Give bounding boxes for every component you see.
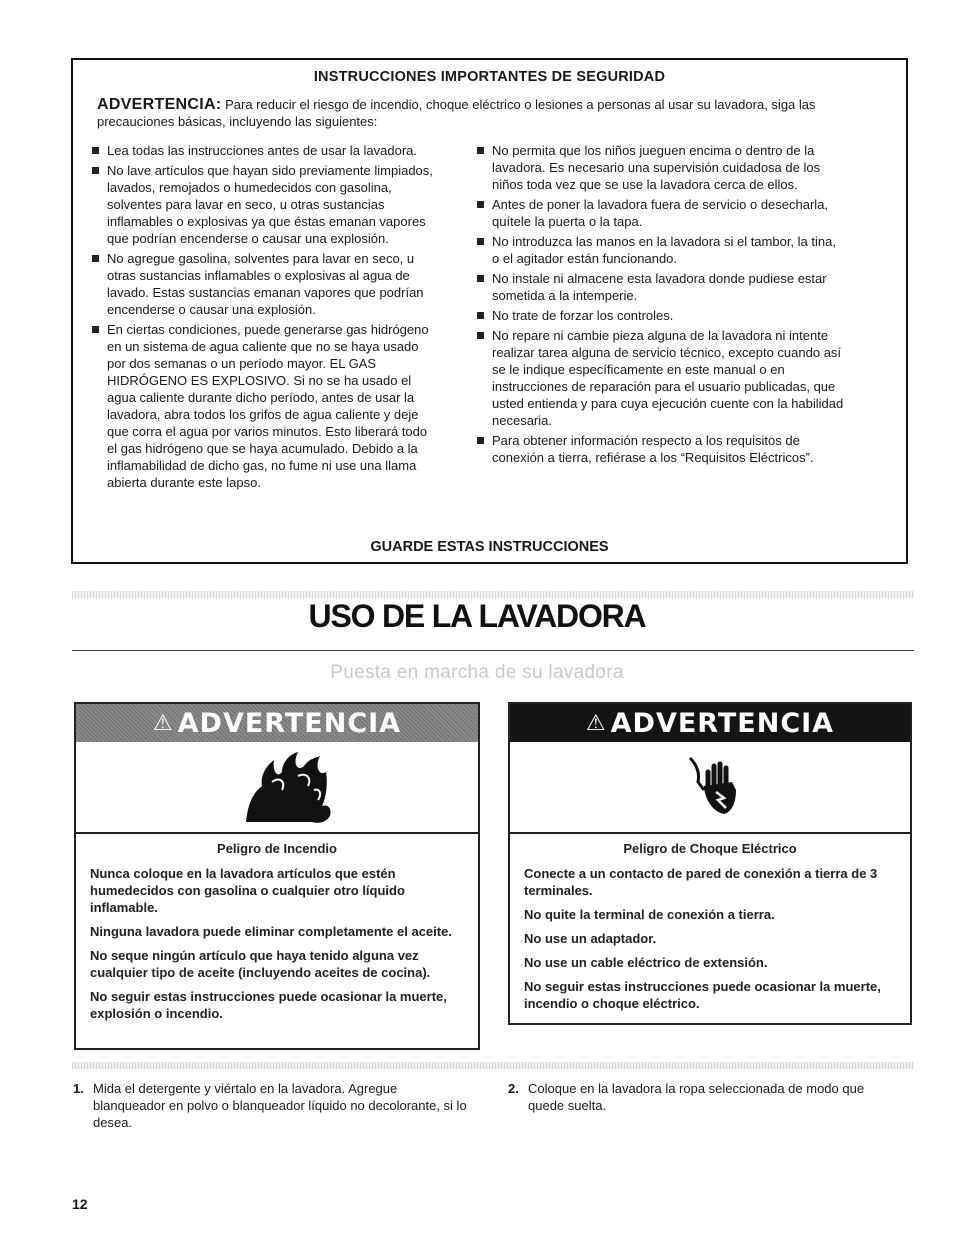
list-item: Para obtener información respecto a los requisitos de conexión a tierra, refiérase a los “Requisitos Eléctricos”.: [476, 432, 846, 466]
list-item: Antes de poner la lavadora fuera de servicio o desecharla, quítele la puerta o la tapa.: [476, 196, 846, 230]
fire-warning-box: [74, 702, 480, 1050]
electric-icon-area: [510, 742, 910, 834]
safety-intro: [97, 96, 876, 130]
hazard-title: Peligro de Choque Eléctrico: [623, 841, 797, 856]
step-number: 2.: [508, 1081, 519, 1096]
list-item: No lave artículos que hayan sido previamente limpiados, lavados, remojados o humedecidos con gasolina, solventes para lavar en seco, u otras sustancias inflamables o explosivas ya que éstas emanan vapores que podrían encenderse o causar una explosión.: [91, 162, 436, 247]
list-item: En ciertas condiciones, puede generarse gas hidrógeno en un sistema de agua caliente que no se haya usado por dos semanas o un período mayor. EL GAS HIDRÓGENO ES EXPLOSIVO. Si no se ha usado el agua caliente durante dicho período, antes de usar la lavadora, abra todos los grifos de agua caliente y deje que corra el agua por varios minutos. Esto liberará todo el gas hidrógeno que se haya acumulado. Debido a la inflamabilidad de dicho gas, no fume ni use una llama abierta durante este lapso.: [91, 321, 436, 491]
safety-intro-text: Para reducir el riesgo de incendio, choque eléctrico o lesiones a personas al usar su lavadora, siga las precauciones básicas, incluyendo las siguientes:: [97, 97, 816, 129]
step-number: 1.: [73, 1081, 84, 1096]
safety-instructions-box: [71, 58, 908, 564]
electric-shock-icon: [510, 742, 914, 832]
warning-banner-label: ADVERTENCIA: [610, 707, 835, 739]
safety-right-column: [476, 142, 846, 469]
divider: [72, 650, 914, 651]
list-item: Lea todas las instrucciones antes de usar la lavadora.: [91, 142, 436, 159]
fire-icon-area: [76, 742, 478, 834]
section-title: USO DE LA LAVADORA: [308, 598, 646, 634]
warning-banner: [76, 704, 478, 742]
warning-triangle-icon: ⚠: [152, 710, 174, 736]
warning-banner: [510, 704, 910, 742]
warning-line: No seguir estas instrucciones puede ocasionar la muerte, explosión o incendio.: [90, 989, 447, 1021]
divider-band: [72, 591, 914, 598]
list-item: No permita que los niños jueguen encima o dentro de la lavadora. Es necesario una supervisión cuidadosa de los niños toda vez que se use la lavadora cerca de ellos.: [476, 142, 846, 193]
fire-icon: [76, 742, 482, 832]
step-text: Coloque en la lavadora la ropa seleccionada de modo que quede suelta.: [528, 1081, 865, 1113]
safety-title: INSTRUCCIONES IMPORTANTES DE SEGURIDAD: [313, 69, 666, 85]
list-item: No trate de forzar los controles.: [476, 307, 846, 324]
list-item: No agregue gasolina, solventes para lavar en seco, u otras sustancias inflamables o explosivas al agua de lavado. Estas sustancias emanan vapores que podrían encenderse o causar una explosión.: [91, 250, 436, 318]
list-item: No repare ni cambie pieza alguna de la lavadora ni intente realizar tarea alguna de servicio técnico, excepto cuando así se le indique específicamente en este manual o en instrucciones de reparación para el usuario publicadas, que usted entienda y para cuya ejecución cuente con la habilidad necesaria.: [476, 327, 846, 429]
warning-triangle-icon: ⚠: [585, 710, 607, 736]
safety-left-column: [91, 142, 436, 494]
warning-line: No seguir estas instrucciones puede ocasionar la muerte, incendio o choque eléctrico.: [524, 979, 881, 1011]
step-item: [508, 1080, 900, 1114]
warning-line: No use un adaptador.: [524, 931, 657, 946]
warning-line: Nunca coloque en la lavadora artículos que estén humedecidos con gasolina o cualquier otro líquido inflamable.: [90, 866, 405, 915]
step-item: [73, 1080, 473, 1131]
page-number: 12: [72, 1196, 88, 1212]
list-item: No introduzca las manos en la lavadora si el tambor, la tina, o el agitador están funcionando.: [476, 233, 846, 267]
warning-line: Conecte a un contacto de pared de conexión a tierra de 3 terminales.: [524, 866, 878, 898]
step-text: Mida el detergente y viértalo en la lavadora. Agregue blanqueador en polvo o blanqueador líquido no decolorante, si lo desea.: [93, 1081, 467, 1130]
warning-word: ADVERTENCIA:: [97, 96, 222, 113]
safety-footer: GUARDE ESTAS INSTRUCCIONES: [370, 539, 609, 555]
divider-band: [72, 1062, 914, 1069]
electric-warning-box: [508, 702, 912, 1025]
warning-line: No use un cable eléctrico de extensión.: [524, 955, 768, 970]
list-item: No instale ni almacene esta lavadora donde pudiese estar sometida a la intemperie.: [476, 270, 846, 304]
warning-line: Ninguna lavadora puede eliminar completamente el aceite.: [90, 924, 452, 939]
hazard-title: Peligro de Incendio: [217, 841, 337, 856]
section-subtitle: Puesta en marcha de su lavadora: [330, 662, 624, 683]
electric-warning-body: [510, 834, 910, 1012]
warning-line: No seque ningún artículo que haya tenido alguna vez cualquier tipo de aceite (incluyendo aceites de cocina).: [90, 948, 431, 980]
warning-line: No quite la terminal de conexión a tierra.: [524, 907, 775, 922]
fire-warning-body: [76, 834, 478, 1022]
warning-banner-label: ADVERTENCIA: [177, 707, 402, 739]
